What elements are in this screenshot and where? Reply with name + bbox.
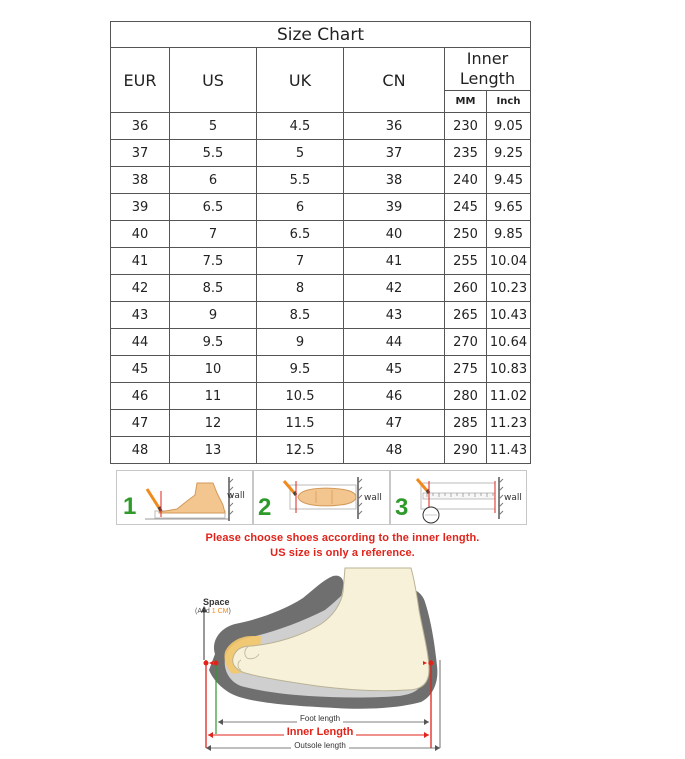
header-inner-length: Inner Length <box>445 48 531 91</box>
cell-inch: 9.25 <box>487 140 531 167</box>
cell-inch: 11.23 <box>487 410 531 437</box>
cell-eur: 48 <box>111 437 170 464</box>
cell-inch: 11.02 <box>487 383 531 410</box>
size-row <box>111 356 531 383</box>
cell-eur: 39 <box>111 194 170 221</box>
size-chart-body <box>111 113 531 464</box>
cell-us: 7 <box>170 221 257 248</box>
cell-cn: 41 <box>344 248 445 275</box>
cell-uk: 9.5 <box>257 356 344 383</box>
header-cn: CN <box>344 48 445 113</box>
cell-us: 13 <box>170 437 257 464</box>
cell-uk: 5 <box>257 140 344 167</box>
size-row <box>111 302 531 329</box>
cell-cn: 39 <box>344 194 445 221</box>
cell-eur: 42 <box>111 275 170 302</box>
cell-uk: 6.5 <box>257 221 344 248</box>
cell-us: 10 <box>170 356 257 383</box>
header-mm: MM <box>445 91 487 113</box>
add-suffix: ) <box>228 608 231 615</box>
cell-inch: 9.45 <box>487 167 531 194</box>
cell-eur: 46 <box>111 383 170 410</box>
cell-us: 9 <box>170 302 257 329</box>
cell-mm: 275 <box>445 356 487 383</box>
cell-eur: 45 <box>111 356 170 383</box>
cell-cn: 47 <box>344 410 445 437</box>
cell-inch: 9.85 <box>487 221 531 248</box>
cell-cn: 46 <box>344 383 445 410</box>
size-row <box>111 275 531 302</box>
step-3-wall-label: wall <box>504 493 522 503</box>
cell-mm: 245 <box>445 194 487 221</box>
cell-uk: 6 <box>257 194 344 221</box>
cell-eur: 36 <box>111 113 170 140</box>
cell-inch: 9.65 <box>487 194 531 221</box>
cell-us: 7.5 <box>170 248 257 275</box>
cell-uk: 8.5 <box>257 302 344 329</box>
cell-eur: 43 <box>111 302 170 329</box>
cell-mm: 280 <box>445 383 487 410</box>
outsole-length-text: Outsole length <box>291 741 349 750</box>
cell-cn: 42 <box>344 275 445 302</box>
cell-eur: 41 <box>111 248 170 275</box>
cell-us: 9.5 <box>170 329 257 356</box>
header-inch: Inch <box>487 91 531 113</box>
cell-mm: 290 <box>445 437 487 464</box>
cell-cn: 36 <box>344 113 445 140</box>
size-row <box>111 221 531 248</box>
size-row <box>111 140 531 167</box>
cell-inch: 11.43 <box>487 437 531 464</box>
foot-length-text: Foot length <box>297 714 343 723</box>
cell-inch: 10.83 <box>487 356 531 383</box>
cell-us: 5 <box>170 113 257 140</box>
header-us: US <box>170 48 257 113</box>
size-row <box>111 437 531 464</box>
cell-us: 12 <box>170 410 257 437</box>
size-row <box>111 410 531 437</box>
size-row <box>111 113 531 140</box>
size-row <box>111 248 531 275</box>
inner-length-text: Inner Length <box>284 726 357 738</box>
cell-uk: 11.5 <box>257 410 344 437</box>
cell-eur: 40 <box>111 221 170 248</box>
cell-uk: 5.5 <box>257 167 344 194</box>
cell-us: 8.5 <box>170 275 257 302</box>
inner-length-label <box>185 726 455 738</box>
step-2-number: 2 <box>258 494 272 521</box>
cell-mm: 250 <box>445 221 487 248</box>
size-row <box>111 383 531 410</box>
cell-mm: 230 <box>445 113 487 140</box>
cell-cn: 48 <box>344 437 445 464</box>
cell-inch: 9.05 <box>487 113 531 140</box>
cell-mm: 255 <box>445 248 487 275</box>
size-row <box>111 194 531 221</box>
cell-mm: 240 <box>445 167 487 194</box>
cell-cn: 37 <box>344 140 445 167</box>
cell-us: 5.5 <box>170 140 257 167</box>
size-chart-table <box>110 21 531 464</box>
cell-mm: 265 <box>445 302 487 329</box>
outsole-length-label <box>185 741 455 750</box>
cell-uk: 8 <box>257 275 344 302</box>
cell-eur: 47 <box>111 410 170 437</box>
cell-uk: 9 <box>257 329 344 356</box>
cell-uk: 7 <box>257 248 344 275</box>
cell-mm: 270 <box>445 329 487 356</box>
cell-cn: 40 <box>344 221 445 248</box>
cell-inch: 10.43 <box>487 302 531 329</box>
cell-cn: 38 <box>344 167 445 194</box>
cell-mm: 285 <box>445 410 487 437</box>
cell-us: 6 <box>170 167 257 194</box>
cell-us: 6.5 <box>170 194 257 221</box>
cell-uk: 4.5 <box>257 113 344 140</box>
step-3-number: 3 <box>395 494 409 521</box>
foot-inner-length-diagram <box>185 562 455 757</box>
step-1-wall-label: wall <box>227 491 245 501</box>
size-chart-title: Size Chart <box>111 22 531 48</box>
cell-cn: 44 <box>344 329 445 356</box>
add-space-note <box>195 608 231 615</box>
step-3-panel <box>390 470 527 525</box>
step-1-panel <box>116 470 253 525</box>
cell-inch: 10.04 <box>487 248 531 275</box>
size-row <box>111 167 531 194</box>
cell-cn: 43 <box>344 302 445 329</box>
space-label: Space <box>203 597 230 607</box>
add-value: 1 CM <box>211 608 229 615</box>
cell-mm: 260 <box>445 275 487 302</box>
step-2-wall-label: wall <box>364 493 382 503</box>
cell-us: 11 <box>170 383 257 410</box>
header-uk: UK <box>257 48 344 113</box>
cell-mm: 235 <box>445 140 487 167</box>
cell-cn: 45 <box>344 356 445 383</box>
inner-length-note: Please choose shoes according to the inner length. <box>205 532 480 544</box>
step-1-number: 1 <box>123 493 137 520</box>
us-size-reference-note: US size is only a reference. <box>270 547 415 559</box>
cell-inch: 10.64 <box>487 329 531 356</box>
cell-uk: 12.5 <box>257 437 344 464</box>
cell-eur: 44 <box>111 329 170 356</box>
header-eur: EUR <box>111 48 170 113</box>
foot-length-label <box>185 714 455 723</box>
cell-inch: 10.23 <box>487 275 531 302</box>
cell-eur: 37 <box>111 140 170 167</box>
size-row <box>111 329 531 356</box>
cell-uk: 10.5 <box>257 383 344 410</box>
add-prefix: (Add <box>195 608 212 615</box>
step-2-panel <box>253 470 390 525</box>
cell-eur: 38 <box>111 167 170 194</box>
